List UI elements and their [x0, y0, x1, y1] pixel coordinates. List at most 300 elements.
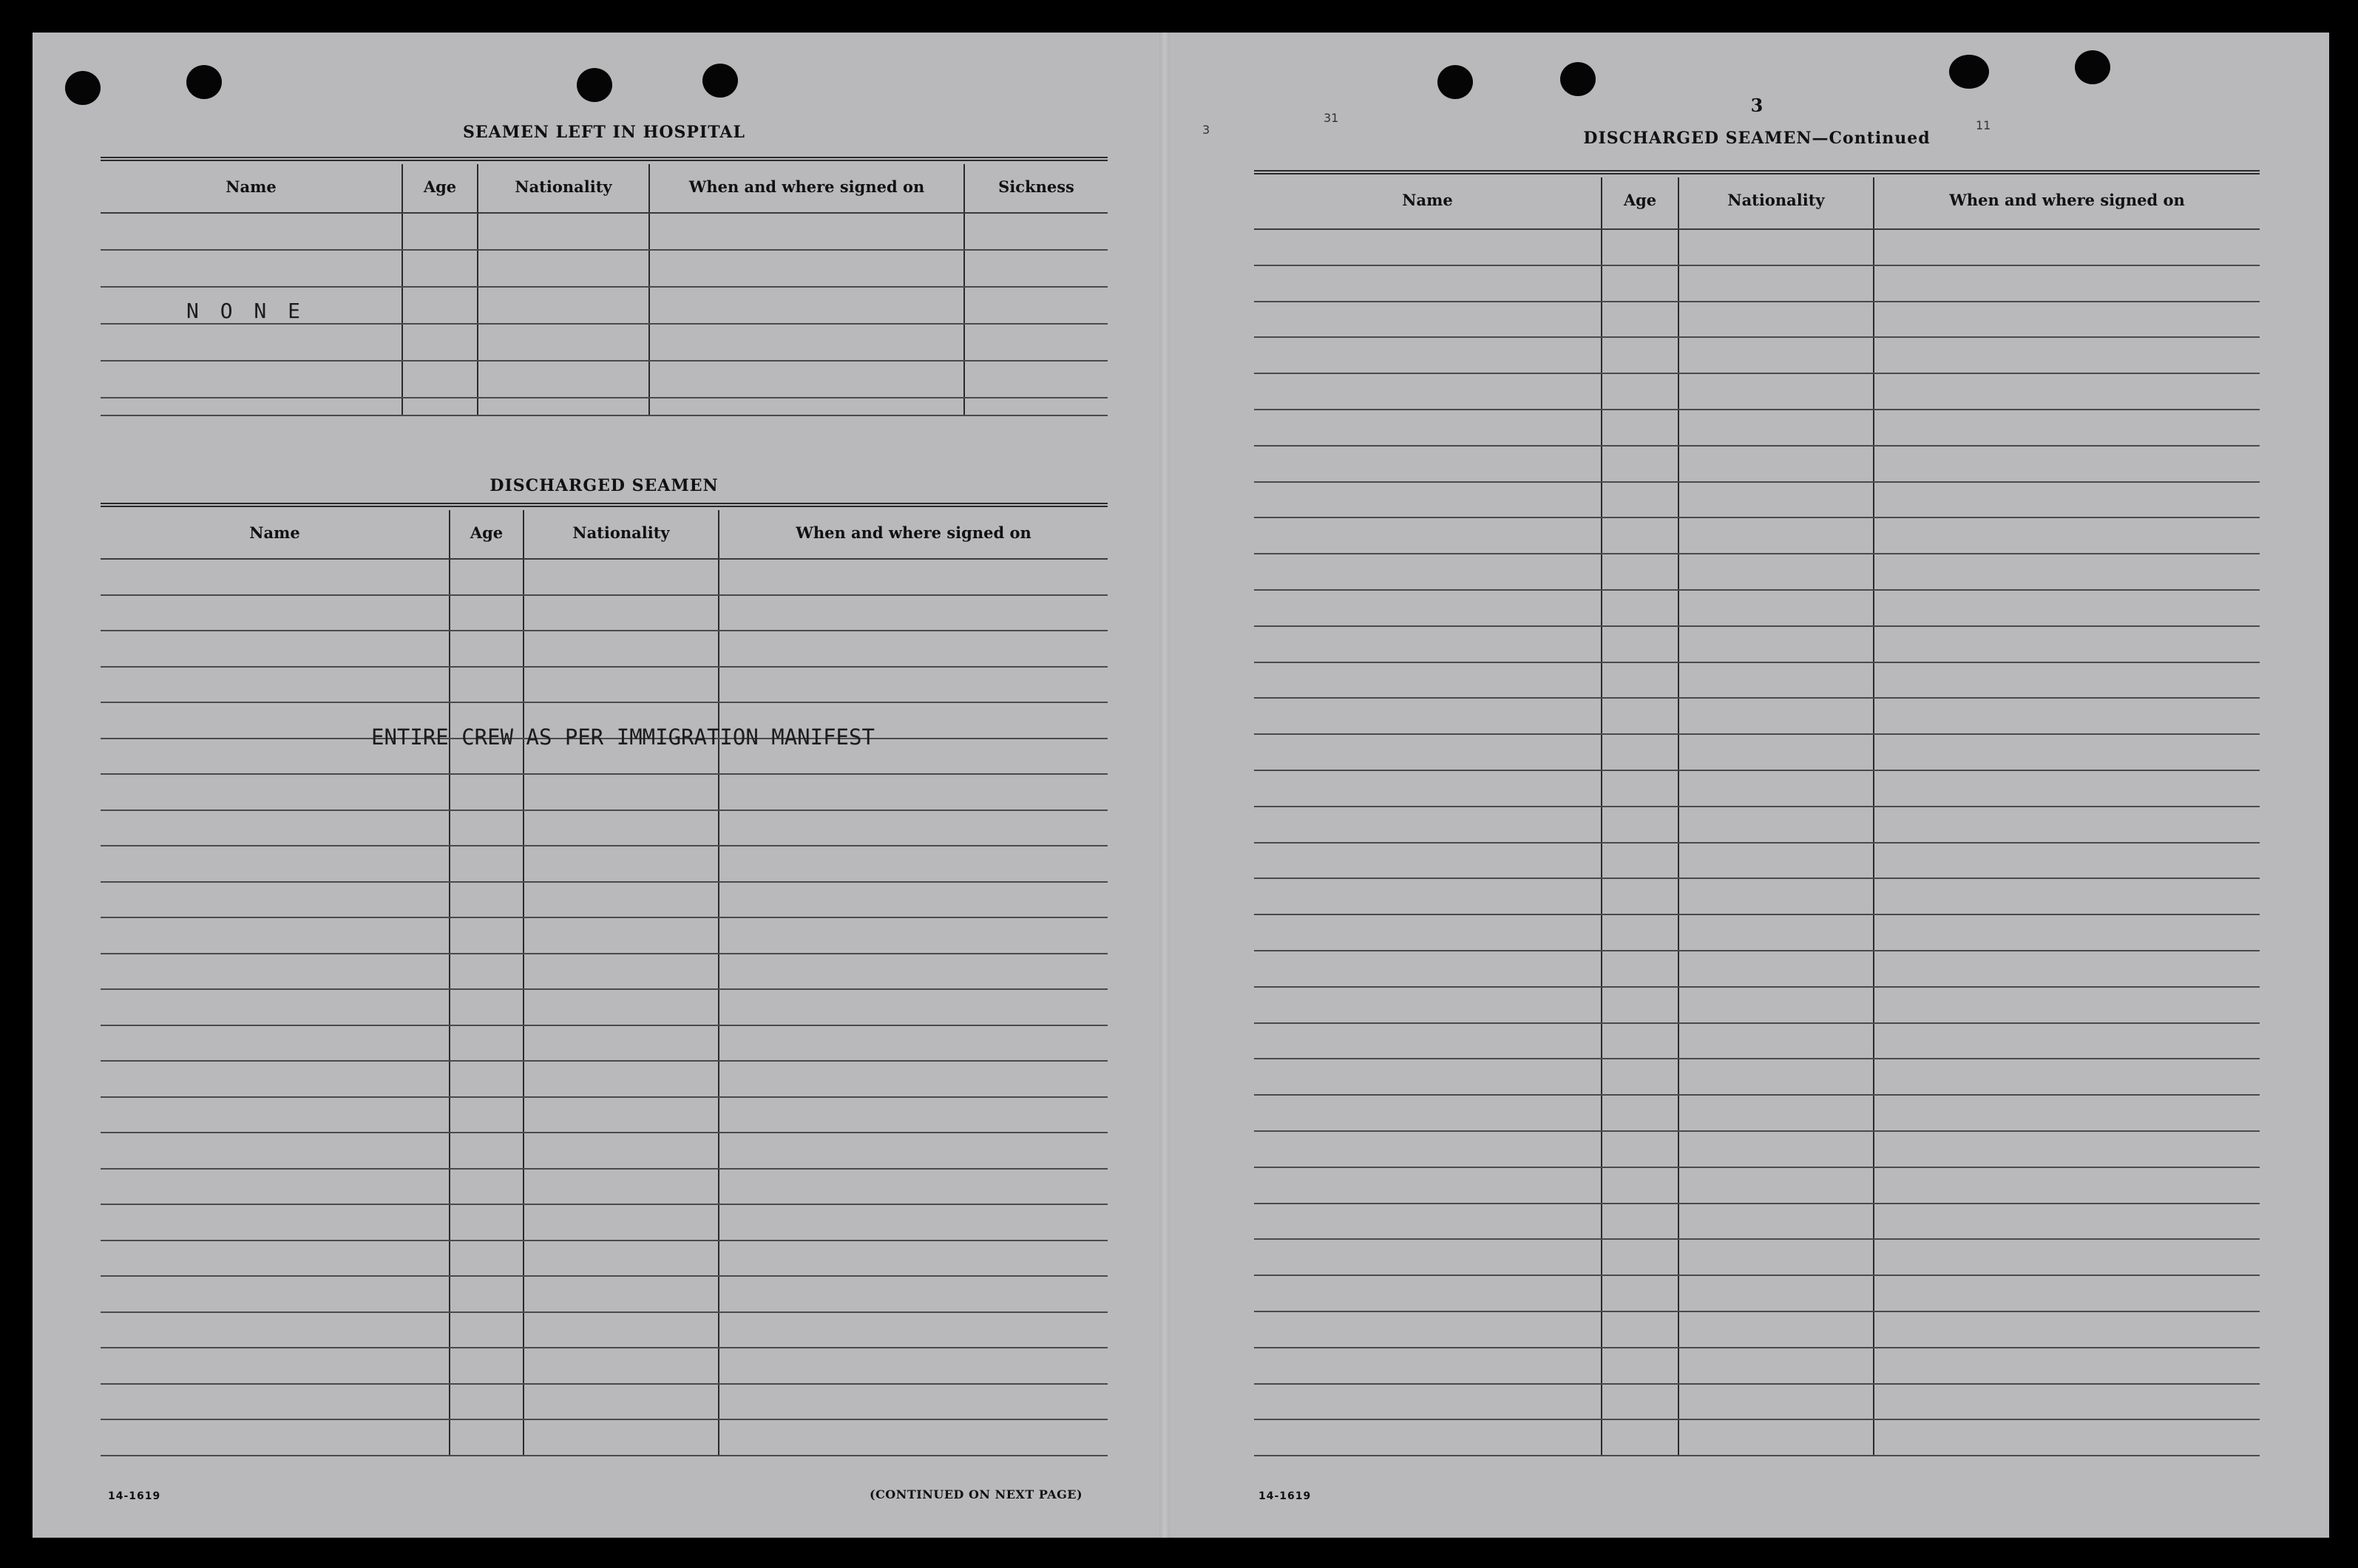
table-cell: [1602, 265, 1678, 302]
table-cell: [450, 559, 524, 595]
table-row: [101, 1241, 1108, 1277]
table-cell: [524, 1169, 719, 1205]
table-cell: [1678, 1059, 1874, 1095]
discharged-table: [101, 510, 1108, 1456]
table-cell: [1678, 482, 1874, 518]
table-cell: [101, 324, 402, 361]
table-cell: [1874, 590, 2260, 626]
table-row: [1254, 987, 2260, 1023]
table-cell: [1678, 1095, 1874, 1131]
table-row: [101, 1025, 1108, 1062]
table-cell: [450, 810, 524, 846]
table-cell: [101, 1204, 450, 1241]
table-cell: [1602, 843, 1678, 879]
table-cell: [1602, 1239, 1678, 1275]
table-row: [1254, 1131, 2260, 1167]
table-cell: [1254, 410, 1602, 446]
table-cell: [1678, 1023, 1874, 1059]
table-cell: [524, 1348, 719, 1384]
table-cell: [1874, 229, 2260, 265]
table-cell: [1254, 554, 1602, 590]
table-cell: [478, 213, 649, 250]
table-cell: [649, 287, 964, 324]
table-cell: [524, 559, 719, 595]
table-cell: [1874, 482, 2260, 518]
table-cell: [524, 1276, 719, 1312]
table-cell: [1874, 1095, 2260, 1131]
table-cell: [1678, 1167, 1874, 1204]
table-cell: [524, 1241, 719, 1277]
discharged-typed-entry: ENTIRE CREW AS PER IMMIGRATION MANIFEST: [371, 724, 875, 750]
table-cell: [524, 595, 719, 631]
table-cell: [1874, 1059, 2260, 1095]
table-cell: [101, 810, 450, 846]
table-row: [1254, 878, 2260, 914]
table-row: [101, 846, 1108, 882]
table-cell: [450, 1061, 524, 1097]
punch-hole: [186, 65, 222, 99]
margin-mark: 11: [1976, 118, 1991, 132]
table-cell: [524, 1384, 719, 1420]
table-cell: [101, 917, 450, 954]
table-cell: [1602, 1059, 1678, 1095]
discharged-continued-rows: [1254, 229, 2260, 1456]
table-cell: [1874, 878, 2260, 914]
table-cell: [719, 846, 1108, 882]
table-cell: [1254, 373, 1602, 410]
table-cell: [1874, 1275, 2260, 1311]
discharged-section-title: DISCHARGED SEAMEN: [489, 476, 719, 495]
table-cell: [101, 1169, 450, 1205]
column-header-name: Name: [1254, 177, 1602, 229]
table-cell: [1874, 1348, 2260, 1384]
table-cell: [1254, 914, 1602, 951]
table-cell: [524, 954, 719, 990]
table-cell: [1874, 410, 2260, 446]
table-cell: [1678, 373, 1874, 410]
table-cell: [1678, 1131, 1874, 1167]
table-cell: [1254, 446, 1602, 482]
column-header-age: Age: [402, 164, 478, 213]
continued-top-rule: [1254, 170, 2260, 174]
table-cell: [524, 667, 719, 703]
table-cell: [1874, 1204, 2260, 1240]
column-header-signed-on: When and where signed on: [1874, 177, 2260, 229]
table-cell: [1874, 1023, 2260, 1059]
table-cell: [649, 398, 964, 415]
table-cell: [524, 1097, 719, 1133]
table-cell: [450, 1419, 524, 1456]
table-row: [1254, 1059, 2260, 1095]
table-cell: [1678, 807, 1874, 843]
table-cell: [1254, 1239, 1602, 1275]
table-row: [1254, 446, 2260, 482]
table-row: [1254, 1095, 2260, 1131]
table-cell: [719, 1419, 1108, 1456]
table-cell: [1254, 1311, 1602, 1348]
table-row: [1254, 843, 2260, 879]
table-cell: [1678, 662, 1874, 699]
table-cell: [964, 398, 1108, 415]
table-cell: [1678, 1348, 1874, 1384]
discharged-rows: [101, 559, 1108, 1456]
table-cell: [719, 1204, 1108, 1241]
table-cell: [719, 1312, 1108, 1348]
table-cell: [1602, 373, 1678, 410]
table-row: [101, 810, 1108, 846]
table-cell: [1874, 1419, 2260, 1456]
punch-hole: [2075, 50, 2110, 84]
table-row: [101, 667, 1108, 703]
table-cell: [1874, 373, 2260, 410]
table-cell: [450, 1384, 524, 1420]
table-row: [101, 917, 1108, 954]
table-cell: [964, 324, 1108, 361]
hospital-table: [101, 164, 1108, 416]
table-cell: [719, 631, 1108, 667]
table-cell: [1602, 337, 1678, 373]
table-cell: [1678, 770, 1874, 807]
table-cell: [1254, 265, 1602, 302]
table-cell: [478, 287, 649, 324]
table-cell: [402, 250, 478, 287]
table-cell: [1874, 1167, 2260, 1204]
table-cell: [450, 989, 524, 1025]
table-cell: [524, 846, 719, 882]
table-cell: [101, 667, 450, 703]
table-cell: [719, 774, 1108, 810]
table-cell: [1602, 1167, 1678, 1204]
table-cell: [1254, 1384, 1602, 1420]
table-cell: [478, 250, 649, 287]
table-row: [1254, 1384, 2260, 1420]
table-cell: [719, 1133, 1108, 1169]
table-cell: [1254, 698, 1602, 734]
table-row: [101, 1384, 1108, 1420]
table-cell: [101, 989, 450, 1025]
table-cell: [1602, 1384, 1678, 1420]
table-cell: [524, 1133, 719, 1169]
table-cell: [649, 213, 964, 250]
table-cell: [1602, 1204, 1678, 1240]
table-row: [101, 1348, 1108, 1384]
table-cell: [1254, 662, 1602, 699]
table-row: [101, 559, 1108, 595]
table-cell: [1874, 698, 2260, 734]
table-cell: [1602, 1311, 1678, 1348]
table-cell: [1602, 698, 1678, 734]
table-cell: [524, 1419, 719, 1456]
table-cell: [1254, 1419, 1602, 1456]
table-cell: [1678, 1419, 1874, 1456]
form-code: 14-1619: [108, 1490, 161, 1502]
column-header-signed-on: When and where signed on: [649, 164, 964, 213]
table-cell: [1602, 517, 1678, 554]
table-cell: [450, 882, 524, 918]
table-cell: [1678, 410, 1874, 446]
table-cell: [719, 1348, 1108, 1384]
table-row: [1254, 1204, 2260, 1240]
table-cell: [719, 1241, 1108, 1277]
table-cell: [450, 774, 524, 810]
table-cell: [524, 810, 719, 846]
table-cell: [101, 250, 402, 287]
table-cell: [524, 989, 719, 1025]
table-row: [1254, 265, 2260, 302]
table-row: [1254, 1239, 2260, 1275]
table-row: [1254, 770, 2260, 807]
hospital-typed-entry: N O N E: [186, 299, 305, 323]
table-cell: [450, 1133, 524, 1169]
table-cell: [450, 1276, 524, 1312]
table-cell: [1678, 878, 1874, 914]
column-header-nationality: Nationality: [478, 164, 649, 213]
table-row: [1254, 626, 2260, 662]
table-cell: [101, 1312, 450, 1348]
table-cell: [101, 595, 450, 631]
table-cell: [1678, 951, 1874, 987]
table-cell: [1874, 734, 2260, 770]
table-cell: [101, 631, 450, 667]
table-cell: [402, 361, 478, 398]
table-cell: [719, 917, 1108, 954]
table-cell: [1874, 626, 2260, 662]
table-row: [101, 1061, 1108, 1097]
table-cell: [101, 954, 450, 990]
table-cell: [1602, 1419, 1678, 1456]
table-cell: [1678, 1204, 1874, 1240]
table-cell: [1874, 446, 2260, 482]
table-cell: [524, 631, 719, 667]
table-cell: [1874, 951, 2260, 987]
table-cell: [1602, 590, 1678, 626]
table-row: [1254, 229, 2260, 265]
table-cell: [101, 1348, 450, 1384]
table-cell: [1678, 265, 1874, 302]
table-cell: [450, 667, 524, 703]
table-row: [1254, 951, 2260, 987]
table-cell: [719, 595, 1108, 631]
table-cell: [1254, 987, 1602, 1023]
column-header-name: Name: [101, 164, 402, 213]
table-row: [1254, 337, 2260, 373]
table-cell: [1602, 554, 1678, 590]
table-row: [1254, 1419, 2260, 1456]
table-row: [1254, 482, 2260, 518]
table-cell: [1254, 807, 1602, 843]
discharged-continued-table: [1254, 177, 2260, 1456]
page-number: 3: [1750, 95, 1764, 116]
table-cell: [719, 1384, 1108, 1420]
table-cell: [1678, 843, 1874, 879]
left-page: [101, 111, 1108, 1508]
table-cell: [450, 595, 524, 631]
table-cell: [1254, 734, 1602, 770]
punch-hole: [65, 71, 101, 105]
table-row: [101, 631, 1108, 667]
table-row: [101, 882, 1108, 918]
table-cell: [524, 1204, 719, 1241]
table-cell: [1254, 1131, 1602, 1167]
table-cell: [1602, 1131, 1678, 1167]
table-cell: [964, 287, 1108, 324]
table-row: [1254, 1311, 2260, 1348]
table-cell: [1602, 1023, 1678, 1059]
table-cell: [964, 361, 1108, 398]
table-cell: [524, 1312, 719, 1348]
table-cell: [964, 250, 1108, 287]
table-cell: [524, 882, 719, 918]
punch-hole: [1949, 55, 1989, 89]
table-cell: [1874, 1131, 2260, 1167]
right-page: [1254, 89, 2260, 1508]
table-cell: [1602, 302, 1678, 338]
column-header-age: Age: [1602, 177, 1678, 229]
table-cell: [1678, 446, 1874, 482]
table-cell: [101, 1025, 450, 1062]
table-cell: [450, 1025, 524, 1062]
table-cell: [719, 810, 1108, 846]
table-cell: [101, 1061, 450, 1097]
table-cell: [1602, 1348, 1678, 1384]
table-row: [1254, 517, 2260, 554]
table-cell: [524, 917, 719, 954]
table-cell: [1874, 554, 2260, 590]
table-cell: [1254, 229, 1602, 265]
table-cell: [1602, 446, 1678, 482]
table-row: [1254, 807, 2260, 843]
table-cell: [1874, 843, 2260, 879]
table-cell: [1874, 987, 2260, 1023]
margin-mark: 3: [1202, 123, 1210, 137]
table-cell: [1678, 229, 1874, 265]
table-cell: [1678, 1311, 1874, 1348]
column-header-nationality: Nationality: [1678, 177, 1874, 229]
table-cell: [1254, 1167, 1602, 1204]
table-row: [1254, 914, 2260, 951]
table-cell: [101, 213, 402, 250]
table-cell: [1874, 914, 2260, 951]
table-cell: [1254, 626, 1602, 662]
table-cell: [1254, 770, 1602, 807]
table-cell: [1602, 410, 1678, 446]
table-cell: [1602, 987, 1678, 1023]
table-row: [1254, 1167, 2260, 1204]
table-cell: [1874, 662, 2260, 699]
table-cell: [101, 1133, 450, 1169]
table-cell: [450, 1348, 524, 1384]
table-row: [101, 989, 1108, 1025]
table-cell: [450, 631, 524, 667]
table-cell: [450, 1241, 524, 1277]
table-cell: [719, 1097, 1108, 1133]
table-cell: [101, 774, 450, 810]
table-row: [1254, 373, 2260, 410]
table-cell: [1254, 1095, 1602, 1131]
table-cell: [719, 954, 1108, 990]
table-cell: [450, 1097, 524, 1133]
table-cell: [1678, 302, 1874, 338]
table-cell: [1602, 770, 1678, 807]
table-cell: [1874, 337, 2260, 373]
table-cell: [101, 1419, 450, 1456]
table-cell: [719, 1025, 1108, 1062]
table-cell: [450, 954, 524, 990]
table-cell: [101, 398, 402, 415]
table-cell: [1602, 1275, 1678, 1311]
table-cell: [101, 1384, 450, 1420]
table-cell: [402, 213, 478, 250]
table-cell: [1874, 302, 2260, 338]
table-cell: [1602, 1095, 1678, 1131]
table-cell: [719, 1276, 1108, 1312]
table-cell: [1678, 914, 1874, 951]
table-cell: [524, 1025, 719, 1062]
table-cell: [524, 1061, 719, 1097]
discharged-top-rule: [101, 503, 1108, 507]
table-cell: [478, 398, 649, 415]
table-row: [1254, 1348, 2260, 1384]
table-cell: [1874, 807, 2260, 843]
table-row: [1254, 590, 2260, 626]
table-cell: [1678, 554, 1874, 590]
table-row: [101, 1133, 1108, 1169]
table-cell: [450, 1204, 524, 1241]
table-cell: [1602, 807, 1678, 843]
table-cell: [1678, 987, 1874, 1023]
discharged-continued-title: DISCHARGED SEAMEN—Continued: [1583, 129, 1931, 148]
table-cell: [719, 559, 1108, 595]
column-header-name: Name: [101, 510, 450, 559]
table-cell: [649, 250, 964, 287]
punch-hole: [702, 64, 738, 98]
punch-hole: [577, 68, 612, 102]
table-row: [101, 954, 1108, 990]
table-row: [101, 1312, 1108, 1348]
table-cell: [719, 1061, 1108, 1097]
table-row: [101, 1276, 1108, 1312]
table-cell: [1602, 951, 1678, 987]
table-cell: [402, 398, 478, 415]
table-cell: [450, 1312, 524, 1348]
table-cell: [1254, 590, 1602, 626]
table-cell: [1602, 734, 1678, 770]
table-cell: [1254, 517, 1602, 554]
table-cell: [1254, 1348, 1602, 1384]
table-cell: [524, 774, 719, 810]
column-header-signed-on: When and where signed on: [719, 510, 1108, 559]
margin-mark: 31: [1324, 111, 1339, 125]
table-row: [101, 595, 1108, 631]
table-cell: [719, 1169, 1108, 1205]
table-cell: [478, 361, 649, 398]
table-cell: [1874, 1239, 2260, 1275]
table-cell: [101, 1276, 450, 1312]
table-cell: [719, 882, 1108, 918]
table-cell: [1874, 265, 2260, 302]
table-cell: [101, 882, 450, 918]
table-cell: [1678, 1239, 1874, 1275]
table-cell: [1254, 1023, 1602, 1059]
table-cell: [1602, 878, 1678, 914]
column-header-nationality: Nationality: [524, 510, 719, 559]
table-cell: [101, 1241, 450, 1277]
table-cell: [1254, 302, 1602, 338]
page-fold: [1159, 33, 1170, 1538]
table-row: [1254, 734, 2260, 770]
table-cell: [1254, 482, 1602, 518]
table-cell: [101, 559, 450, 595]
